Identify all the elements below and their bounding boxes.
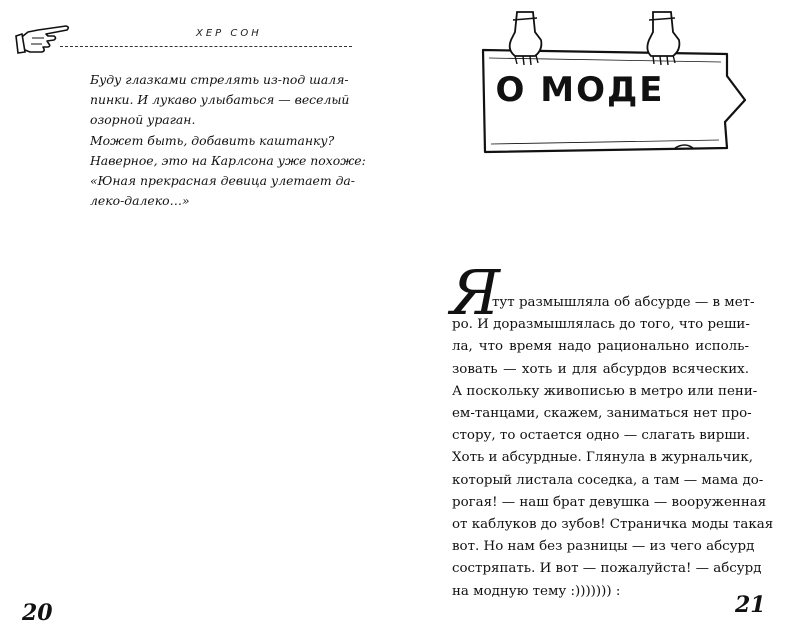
text-line: зовать — хоть и для абсурдов всяческих. [452,361,749,377]
text-line: который листала соседка, а там — мама до- [452,472,764,488]
page-number: 20 [22,600,53,626]
text-line: А поскольку живописью в метро или пени- [452,383,758,399]
verse-line: Может быть, добавить каштанку? [90,132,335,148]
text-line: стору, то остается одно — слагать вирши. [452,428,750,444]
text-line: тут размышляла об абсурде — в мет- [492,295,755,310]
chapter-title: О МОДЕ [495,70,665,110]
verse-line: пинки. И лукаво улыбаться — веселый [90,92,350,108]
drop-cap: Я [450,256,501,329]
text-line: от каблуков до зубов! Страничка моды такая [452,517,774,533]
running-head: ХЕР СОН [196,28,262,39]
text-line: ро. И доразмышлялась до того, что реши- [452,317,750,333]
verse-line: леко-далеко…» [90,193,190,209]
text-line: на модную тему :))))))) : [452,583,621,599]
verse-line: озорной ураган. [90,112,196,128]
verse-line: Наверное, это на Карлсона уже похоже: [90,152,366,168]
page-number: 21 [735,592,766,618]
verse-block [90,70,366,211]
text-line: Хоть и абсурдные. Глянула в журнальчик, [452,450,754,466]
text-line: ем-танцами, скажем, заниматься нет про- [452,406,752,422]
verse-line: «Юная прекрасная девица улетает да- [90,173,355,189]
right-page [400,0,800,642]
verse-line: Буду глазками стрелять из-под шаля- [90,72,349,87]
body-paragraph [452,292,774,603]
text-line: вот. Но нам без разницы — из чего абсурд [452,539,755,555]
text-line: рогая! — наш брат девушка — вооруженная [452,494,767,510]
header-divider [60,46,352,47]
text-line: ла, что время надо рационально исполь- [452,339,749,355]
pointing-hand-icon [14,18,72,58]
text-line: состряпать. И вот — пожалуйста! — абсурд [452,561,762,577]
